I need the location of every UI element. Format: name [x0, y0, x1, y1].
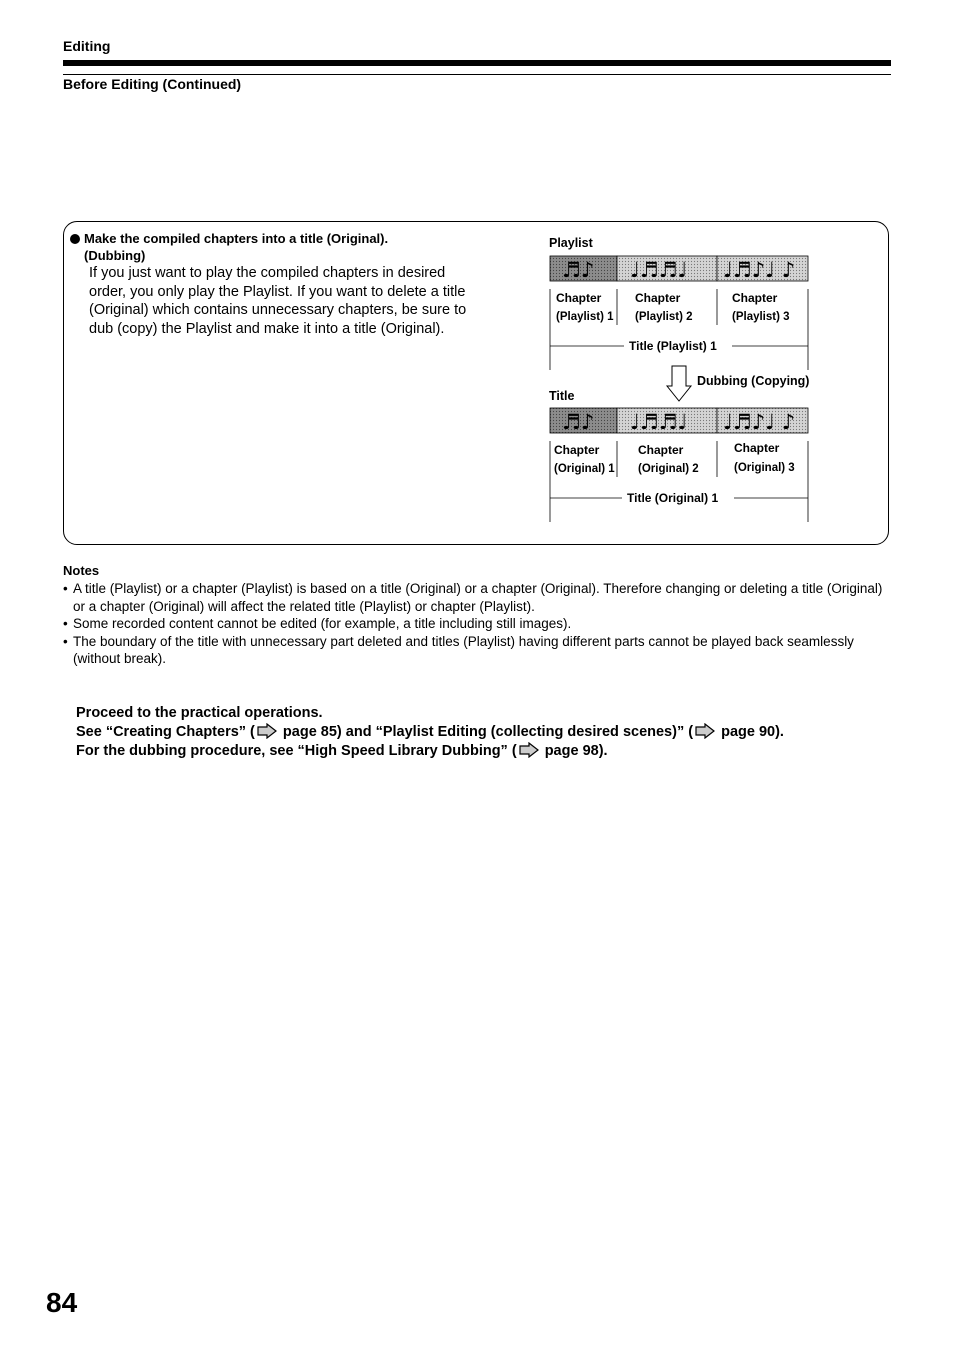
bullet-dot-icon	[70, 234, 80, 244]
page-reference-arrow-icon	[695, 723, 715, 739]
title-label: Title	[549, 389, 575, 403]
list-item: • The boundary of the title with unnecessary part deleted and titles (Playlist) having different parts cannot be played back seamlessly (without break).	[63, 633, 883, 668]
proceed-line3: For the dubbing procedure, see “High Speed Library Dubbing” ( page 98).	[76, 743, 608, 759]
music-notes-icon: ♩♬♬♩	[630, 258, 688, 282]
playlist-title-label: Title (Playlist) 1	[629, 339, 717, 353]
list-item: • Some recorded content cannot be edited (for example, a title including still images).	[63, 615, 883, 633]
notes-list	[63, 580, 883, 668]
original-chapter-3-line2: (Original) 3	[734, 462, 795, 474]
dubbing-label: Dubbing (Copying)	[697, 374, 810, 388]
playlist-strip	[550, 256, 808, 282]
original-title-label: Title (Original) 1	[627, 491, 719, 505]
bullet-heading-line1: Make the compiled chapters into a title (Original).	[84, 231, 389, 246]
section-label: Editing	[63, 38, 111, 54]
subsection-title: Before Editing (Continued)	[63, 76, 242, 92]
original-chapter-1-line1: Chapter	[554, 443, 600, 457]
header-rule-thick	[63, 60, 891, 66]
playlist-chapter-3-line2: (Playlist) 3	[732, 311, 790, 323]
music-notes-icon: ♩♬♪♩ ♪	[723, 258, 796, 282]
notes-title: Notes	[63, 563, 100, 578]
original-strip	[550, 408, 808, 434]
playlist-chapter-2-line2: (Playlist) 2	[635, 311, 693, 323]
original-chapter-2-line1: Chapter	[638, 443, 684, 457]
music-notes-icon: ♩♬♪♩ ♪	[723, 410, 796, 434]
proceed-instructions	[76, 704, 784, 761]
list-item: • A title (Playlist) or a chapter (Playlist) is based on a title (Original) or a chapter (Original). Therefore changing or deleting a title (Original) or a chapter (Original) will affect the related title (Playlist) or chapter (Playlist).	[63, 580, 883, 615]
original-chapter-2-line2: (Original) 2	[638, 463, 699, 475]
playlist-chapter-2-line1: Chapter	[635, 291, 681, 305]
playlist-chapter-1-line1: Chapter	[556, 291, 602, 305]
playlist-dubbing-diagram	[540, 230, 840, 530]
page-number: 84	[46, 1287, 78, 1318]
music-notes-icon: ♬♪	[562, 258, 595, 282]
playlist-chapter-3-line1: Chapter	[732, 291, 778, 305]
music-notes-icon: ♬♪	[562, 410, 595, 434]
bullet-body: If you just want to play the compiled chapters in desired order, you only play the Playlist. If you want to delete a title (Original) which contains unnecessary chapters, be sure to dub (copy) the Playlist and make it into a title (Original).	[89, 265, 467, 337]
bullet-heading-line2: (Dubbing)	[84, 248, 146, 263]
proceed-line1: Proceed to the practical operations.	[76, 705, 323, 721]
page-reference-arrow-icon	[519, 742, 539, 758]
playlist-label: Playlist	[549, 236, 593, 250]
original-chapter-1-line2: (Original) 1	[554, 463, 615, 475]
playlist-chapter-1-line2: (Playlist) 1	[556, 311, 614, 323]
header-rule-thin	[63, 74, 891, 75]
bullet-heading	[70, 230, 388, 264]
proceed-line2: See “Creating Chapters” ( page 85) and “Playlist Editing (collecting desired scenes)” ( page 90).	[76, 724, 784, 740]
original-chapter-3-line1: Chapter	[734, 441, 780, 455]
page-reference-arrow-icon	[257, 723, 277, 739]
down-arrow-icon	[667, 366, 691, 401]
music-notes-icon: ♩♬♬♩	[630, 410, 688, 434]
